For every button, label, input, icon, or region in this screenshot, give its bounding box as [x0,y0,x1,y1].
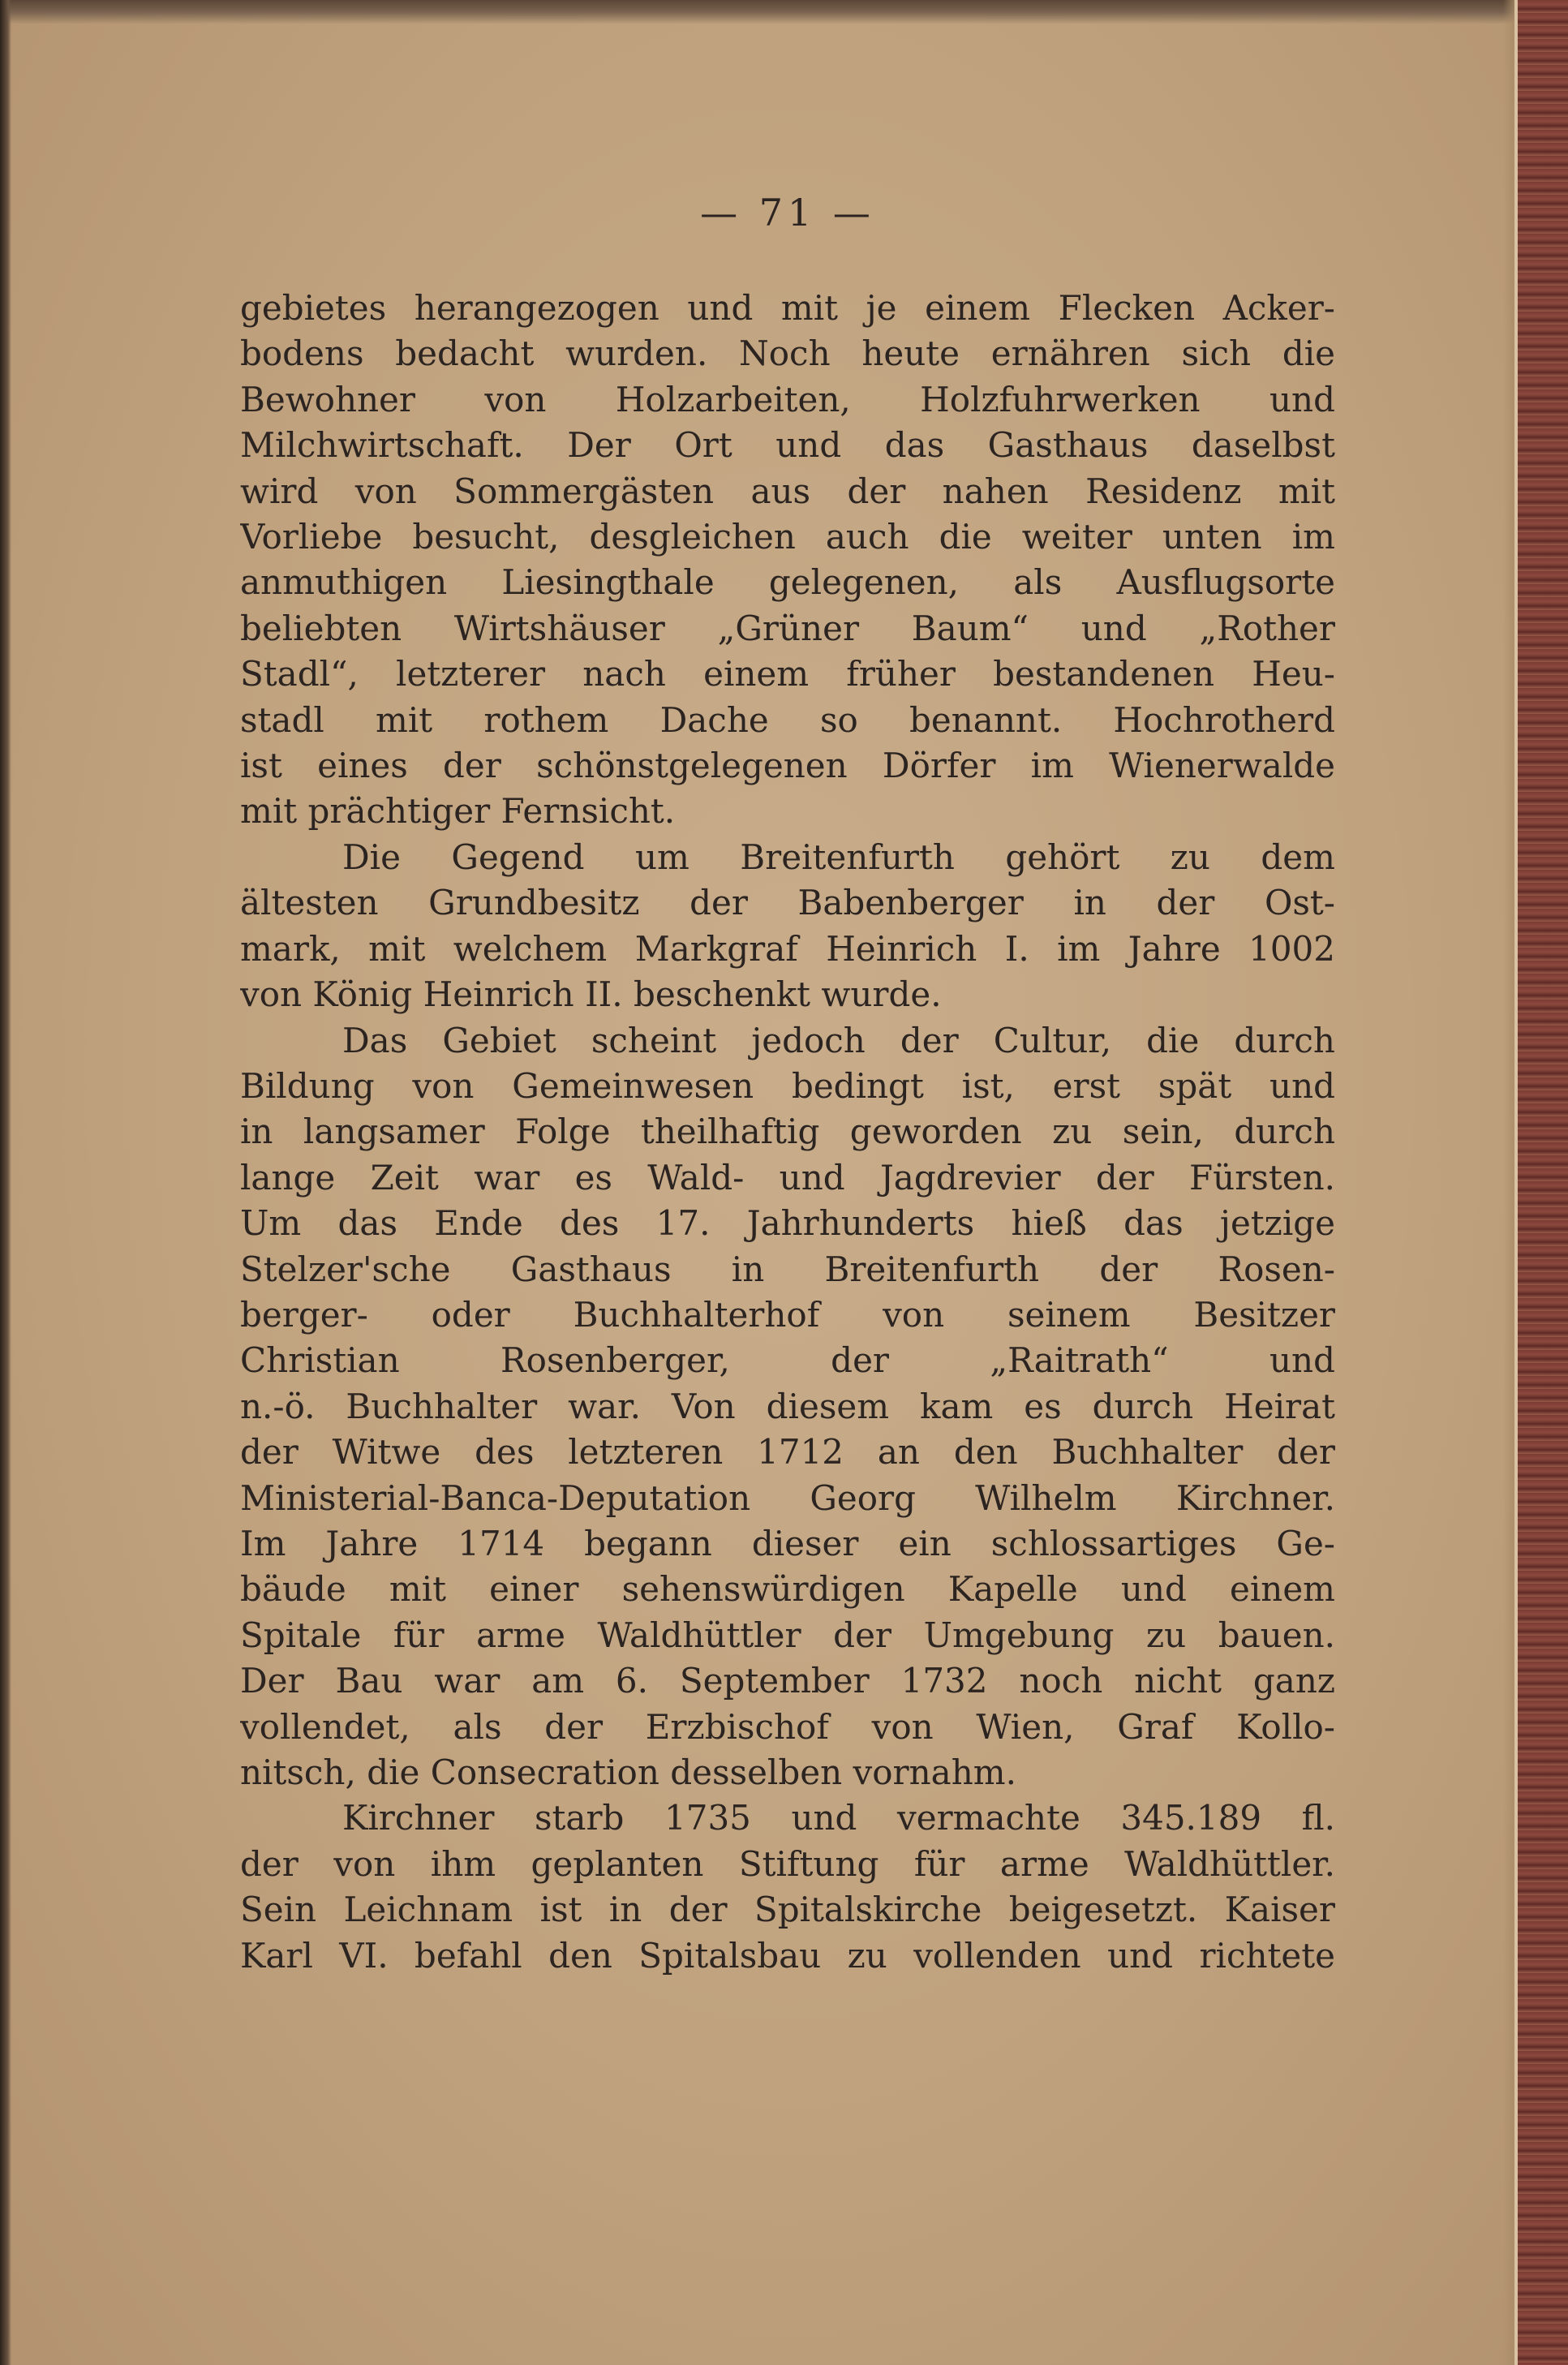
text-line: Karl VI. befahl den Spitalsbau zu vollenden und richtete [240,1935,1335,1976]
text-line: Spitale für arme Waldhüttler der Umgebung zu bauen. [240,1615,1335,1655]
text-line: in langsamer Folge theilhaftig geworden zu sein, durch [240,1112,1335,1152]
page-number: — 71 — [700,191,875,234]
paragraph-2 [240,835,1335,1018]
text-line: Im Jahre 1714 begann dieser ein schlossartiges Ge- [240,1523,1335,1563]
page-left-edge [0,0,11,2365]
text-line: Stadl“, letzterer nach einem früher bestandenen Heu- [240,654,1335,694]
text-line: vollendet, als der Erzbischof von Wien, Graf Kollo- [240,1706,1335,1747]
book-binding [1514,0,1568,2365]
text-line: bodens bedacht wurden. Noch heute ernähren sich die [240,333,1335,374]
text-line: Milchwirtschaft. Der Ort und das Gasthaus daselbst [240,425,1335,466]
paragraph-4 [240,1795,1335,1979]
text-line: beliebten Wirtshäuser „Grüner Baum“ und „Rother [240,608,1335,648]
text-line: von König Heinrich II. beschenkt wurde. [240,974,942,1015]
page-top-edge [0,0,1568,24]
text-line: ist eines der schönstgelegenen Dörfer im Wienerwalde [240,746,1335,786]
text-line: Bewohner von Holzarbeiten, Holzfuhrwerken und [240,379,1335,419]
text-line: anmuthigen Liesingthale gelegenen, als Ausflugsorte [240,562,1335,603]
text-line: nitsch, die Consecration desselben vornahm. [240,1752,1016,1792]
text-line: Der Bau war am 6. September 1732 noch nicht ganz [240,1661,1335,1701]
text-line: gebietes herangezogen und mit je einem Flecken Acker- [240,288,1335,328]
text-line: wird von Sommergästen aus der nahen Residenz mit [240,471,1335,511]
text-line: Die Gegend um Breitenfurth gehört zu dem [342,836,1335,877]
text-line: Vorliebe besucht, desgleichen auch die weiter unten im [240,517,1335,557]
text-line: Stelzer'sche Gasthaus in Breitenfurth der Rosen- [240,1249,1335,1289]
text-line: Christian Rosenberger, der „Raitrath“ und [240,1340,1335,1381]
text-line: der Witwe des letzteren 1712 an den Buchhalter der [240,1432,1335,1473]
text-line: n.-ö. Buchhalter war. Von diesem kam es durch Heirat [240,1386,1335,1426]
text-line: bäude mit einer sehenswürdigen Kapelle und einem [240,1569,1335,1610]
text-line: Um das Ende des 17. Jahrhunderts hieß das jetzige [240,1203,1335,1244]
text-line: mark, mit welchem Markgraf Heinrich I. im Jahre 1002 [240,928,1335,969]
text-line: mit prächtiger Fernsicht. [240,791,676,832]
text-line: Ministerial-Banca-Deputation Georg Wilhelm Kirchner. [240,1477,1335,1518]
page-text [240,188,1335,1979]
text-line: Das Gebiet scheint jedoch der Cultur, die durch [342,1020,1335,1060]
text-line: Bildung von Gemeinwesen bedingt ist, erst spät und [240,1065,1335,1106]
text-line: lange Zeit war es Wald- und Jagdrevier der Fürsten. [240,1157,1335,1198]
text-line: berger- oder Buchhalterhof von seinem Besitzer [240,1294,1335,1335]
text-line: der von ihm geplanten Stiftung für arme Waldhüttler. [240,1843,1335,1884]
text-line: Sein Leichnam ist in der Spitalskirche beigesetzt. Kaiser [240,1890,1335,1930]
text-line: Kirchner starb 1735 und vermachte 345.189 fl. [342,1798,1335,1838]
paragraph-3 [240,1018,1335,1796]
text-line: stadl mit rothem Dache so benannt. Hochrotherd [240,699,1335,740]
paragraph-1 [240,286,1335,835]
text-line: ältesten Grundbesitz der Babenberger in der Ost- [240,883,1335,923]
